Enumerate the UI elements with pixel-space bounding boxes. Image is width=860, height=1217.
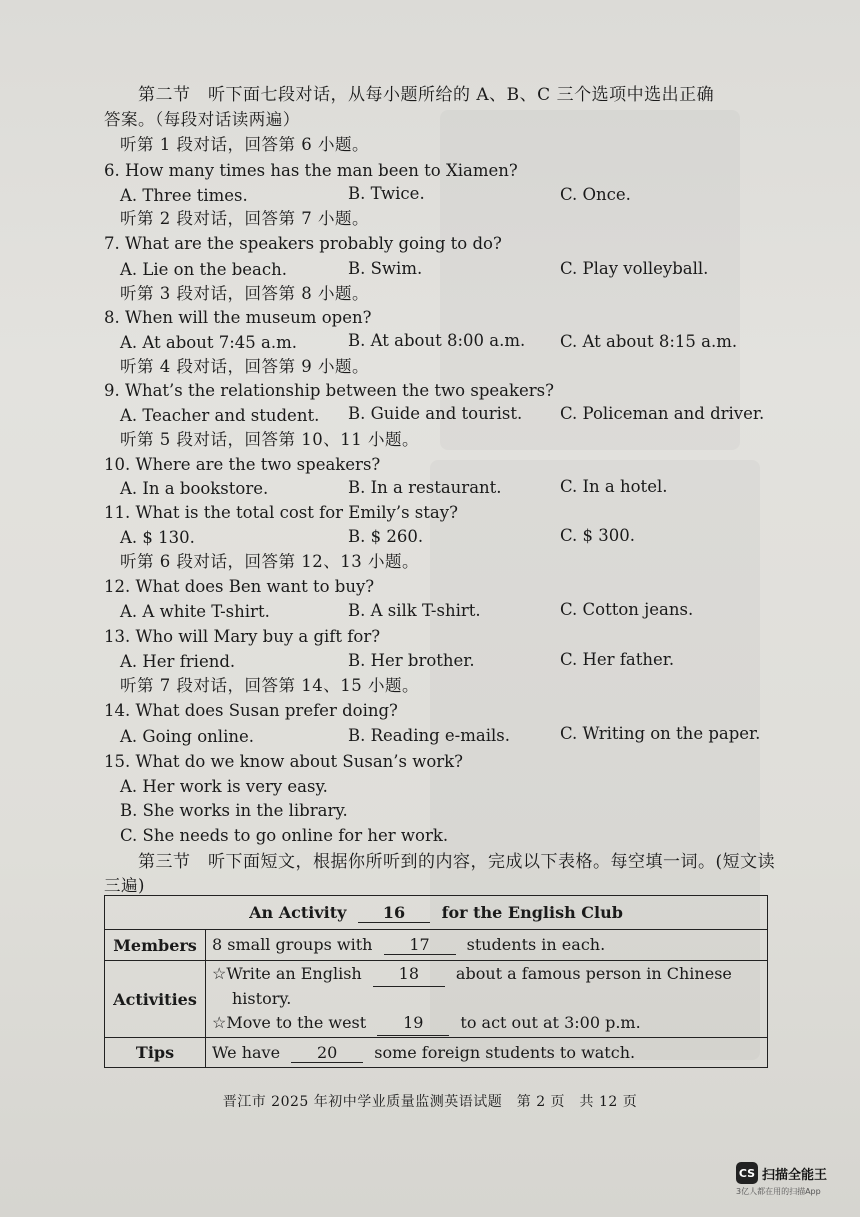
watermark-app-name: 扫描全能王 — [762, 1167, 828, 1183]
table-title: An Activity 16 for the English Club — [105, 896, 768, 930]
question-14: 14. What does Susan prefer doing? — [104, 701, 398, 720]
option-a: A. In a bookstore. — [120, 479, 269, 498]
option-a: A. Going online. — [120, 727, 254, 746]
dialogue-prompt: 听第 7 段对话，回答第 14、15 小题。 — [120, 676, 419, 695]
option-c: C. Play volleyball. — [560, 259, 709, 278]
option-b: B. Reading e-mails. — [348, 726, 511, 745]
option-b: B. A silk T-shirt. — [348, 601, 481, 620]
option-b: B. Swim. — [348, 259, 423, 278]
tips-label: Tips — [105, 1038, 206, 1068]
tips-cell: We have 20 some foreign students to watch. — [206, 1038, 768, 1068]
section2-heading: 第二节 听下面七段对话，从每小题所给的 A、B、C 三个选项中选出正确 — [138, 85, 715, 105]
camscanner-logo-icon: CS — [736, 1162, 758, 1184]
question-8: 8. When will the museum open? — [104, 308, 372, 327]
dialogue-prompt: 听第 6 段对话，回答第 12、13 小题。 — [120, 552, 419, 571]
option-b: B. Twice. — [348, 184, 425, 203]
option-a: A. A white T-shirt. — [120, 602, 270, 621]
section3-heading-cont: 三遍) — [104, 876, 145, 895]
option-b: B. Her brother. — [348, 651, 475, 670]
question-9: 9. What’s the relationship between the two speakers? — [104, 381, 554, 400]
question-10: 10. Where are the two speakers? — [104, 455, 381, 474]
blank-16: 16 — [358, 903, 430, 923]
option-c: C. Policeman and driver. — [560, 404, 765, 423]
dialogue-prompt: 听第 1 段对话，回答第 6 小题。 — [120, 135, 369, 154]
blank-17: 17 — [384, 935, 456, 955]
members-label: Members — [105, 930, 206, 961]
members-cell: 8 small groups with 17 students in each. — [206, 930, 768, 961]
question-11: 11. What is the total cost for Emily’s stay? — [104, 503, 458, 522]
option-a: A. Lie on the beach. — [120, 260, 287, 279]
option-b: B. In a restaurant. — [348, 478, 502, 497]
question-15: 15. What do we know about Susan’s work? — [104, 752, 464, 771]
option-a: A. Her friend. — [120, 652, 236, 671]
dialogue-prompt: 听第 5 段对话，回答第 10、11 小题。 — [120, 430, 419, 449]
option-c: C. She needs to go online for her work. — [120, 826, 449, 845]
option-c: C. Writing on the paper. — [560, 724, 761, 743]
option-c: C. $ 300. — [560, 526, 636, 545]
blank-18: 18 — [373, 962, 445, 987]
blank-19: 19 — [377, 1011, 449, 1036]
scanner-watermark — [736, 1162, 846, 1197]
question-12: 12. What does Ben want to buy? — [104, 577, 375, 596]
dialogue-prompt: 听第 4 段对话，回答第 9 小题。 — [120, 357, 369, 376]
blank-20: 20 — [291, 1043, 363, 1063]
option-a: A. Three times. — [120, 186, 248, 205]
option-a: A. $ 130. — [120, 528, 195, 547]
section3-heading: 第三节 听下面短文，根据你所听到的内容，完成以下表格。每空填一词。(短文读 — [138, 852, 776, 872]
option-c: C. Her father. — [560, 650, 675, 669]
option-a: A. At about 7:45 a.m. — [120, 333, 298, 352]
activity-table — [104, 895, 768, 1068]
option-b: B. She works in the library. — [120, 801, 348, 820]
question-6: 6. How many times has the man been to Xiamen? — [104, 161, 518, 180]
option-b: B. Guide and tourist. — [348, 404, 523, 423]
option-b: B. At about 8:00 a.m. — [348, 331, 526, 350]
option-a: A. Her work is very easy. — [120, 777, 328, 796]
option-c: C. In a hotel. — [560, 477, 668, 496]
activities-cell: ☆Write an English 18 about a famous person in Chinese history. ☆Move to the west 19 to act out at 3:00 p.m. — [206, 961, 768, 1038]
watermark-tagline: 3亿人都在用的扫描App — [736, 1187, 821, 1196]
activities-label: Activities — [105, 961, 206, 1038]
page-footer: 晋江市 2025 年初中学业质量监测英语试题 第 2 页 共 12 页 — [222, 1094, 638, 1110]
dialogue-prompt: 听第 2 段对话，回答第 7 小题。 — [120, 209, 369, 228]
option-c: C. Once. — [560, 185, 631, 204]
option-c: C. Cotton jeans. — [560, 600, 694, 619]
option-a: A. Teacher and student. — [120, 406, 320, 425]
option-b: B. $ 260. — [348, 527, 424, 546]
dialogue-prompt: 听第 3 段对话，回答第 8 小题。 — [120, 284, 369, 303]
question-7: 7. What are the speakers probably going to do? — [104, 234, 502, 253]
question-13: 13. Who will Mary buy a gift for? — [104, 627, 381, 646]
option-c: C. At about 8:15 a.m. — [560, 332, 738, 351]
section2-heading-cont: 答案。（每段对话读两遍） — [104, 110, 300, 129]
